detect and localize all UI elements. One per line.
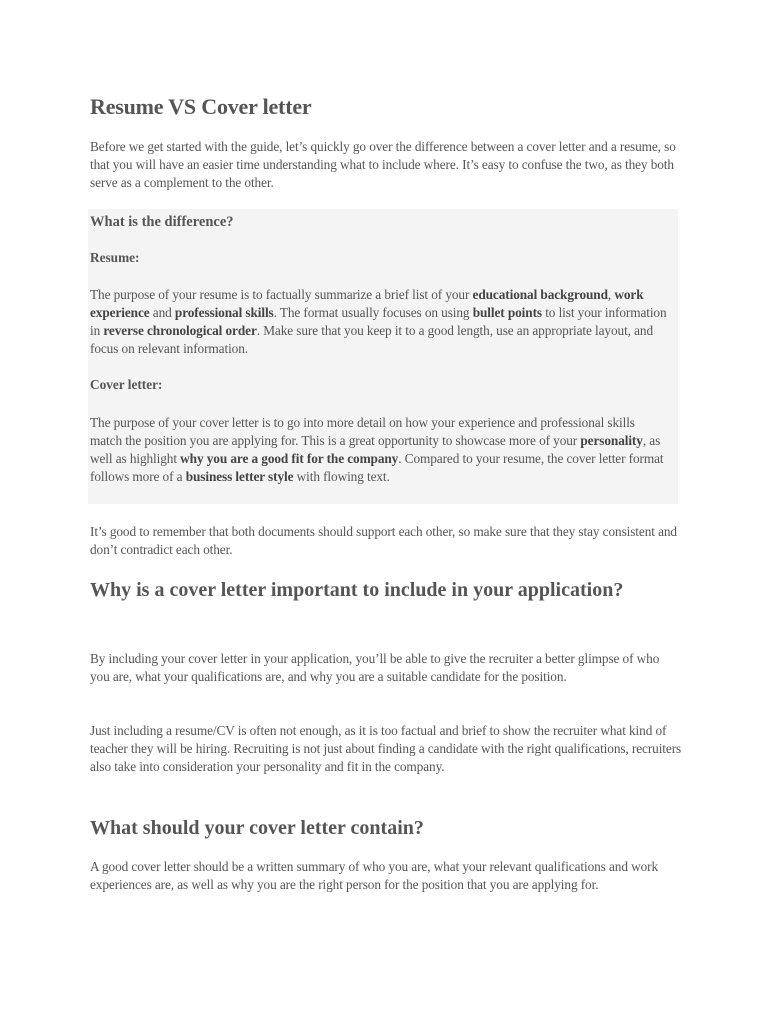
cover-text-2: , as well as highlight (90, 433, 661, 466)
resume-text-5: to list your information in (90, 305, 667, 338)
resume-text-2: , (607, 287, 615, 302)
cover-letter-description (90, 414, 670, 486)
resume-bold-professional-skills: professional skills (174, 305, 274, 320)
cover-bold-personality: personality (580, 433, 643, 448)
intro-paragraph: Before we get started with the guide, let’s quickly go over the difference between a cover letter and a resume, so that you will have an easier time understanding what to include where. It’s easy to confuse the two, as they both serve as a complement to the other. (90, 139, 676, 190)
resume-text-1: The purpose of your resume is to factually summarize a brief list of your (90, 287, 473, 302)
cover-bold-good-fit: why you are a good fit for the company (180, 451, 399, 466)
difference-callout (88, 209, 678, 504)
resume-text-4: . The format usually focuses on using (273, 305, 473, 320)
remember-paragraph: It’s good to remember that both documents should support each other, so make sure that they stay consistent and don’t contradict each other. (90, 524, 677, 557)
cover-text-1: The purpose of your cover letter is to go into more detail on how your experience and professional skills match the position you are applying for. This is a great opportunity to showcase more of your (90, 415, 635, 448)
resume-text-6: . Make sure that you keep it to a good length, use an appropriate layout, and focus on relevant information. (90, 323, 654, 356)
why-paragraph-2: Just including a resume/CV is often not enough, as it is too factual and brief to show the recruiter what kind of teacher they will be hiring. Recruiting is not just about finding a candidate with the right qualifications, recruiters also take into consideration your personality and fit in the company. (90, 723, 682, 774)
section-heading-what: What should your cover letter contain? (90, 817, 424, 839)
cover-letter-label: Cover letter: (90, 377, 163, 392)
page-title: Resume VS Cover letter (90, 94, 312, 119)
resume-label: Resume: (90, 250, 140, 265)
cover-text-4: with flowing text. (293, 469, 390, 484)
cover-bold-business-letter-style: business letter style (185, 469, 294, 484)
difference-heading: What is the difference? (90, 214, 234, 230)
what-paragraph-1: A good cover letter should be a written summary of who you are, what your relevant qualifications and work experiences are, as well as why you are the right person for the position that you are applying for. (90, 859, 659, 892)
resume-bold-work-experience: work experience (90, 287, 644, 320)
resume-bold-educational-background: educational background (472, 287, 608, 302)
resume-text-3: and (149, 305, 175, 320)
resume-bold-reverse-chronological: reverse chronological order (103, 323, 257, 338)
resume-bold-bullet-points: bullet points (472, 305, 542, 320)
cover-text-3: . Compared to your resume, the cover letter format follows more of a (90, 451, 664, 484)
resume-description (90, 286, 672, 358)
section-heading-why: Why is a cover letter important to include in your application? (90, 579, 624, 601)
why-paragraph-1: By including your cover letter in your application, you’ll be able to give the recruiter a better glimpse of who you are, what your qualifications are, and why you are a suitable candidate for the position. (90, 651, 660, 684)
